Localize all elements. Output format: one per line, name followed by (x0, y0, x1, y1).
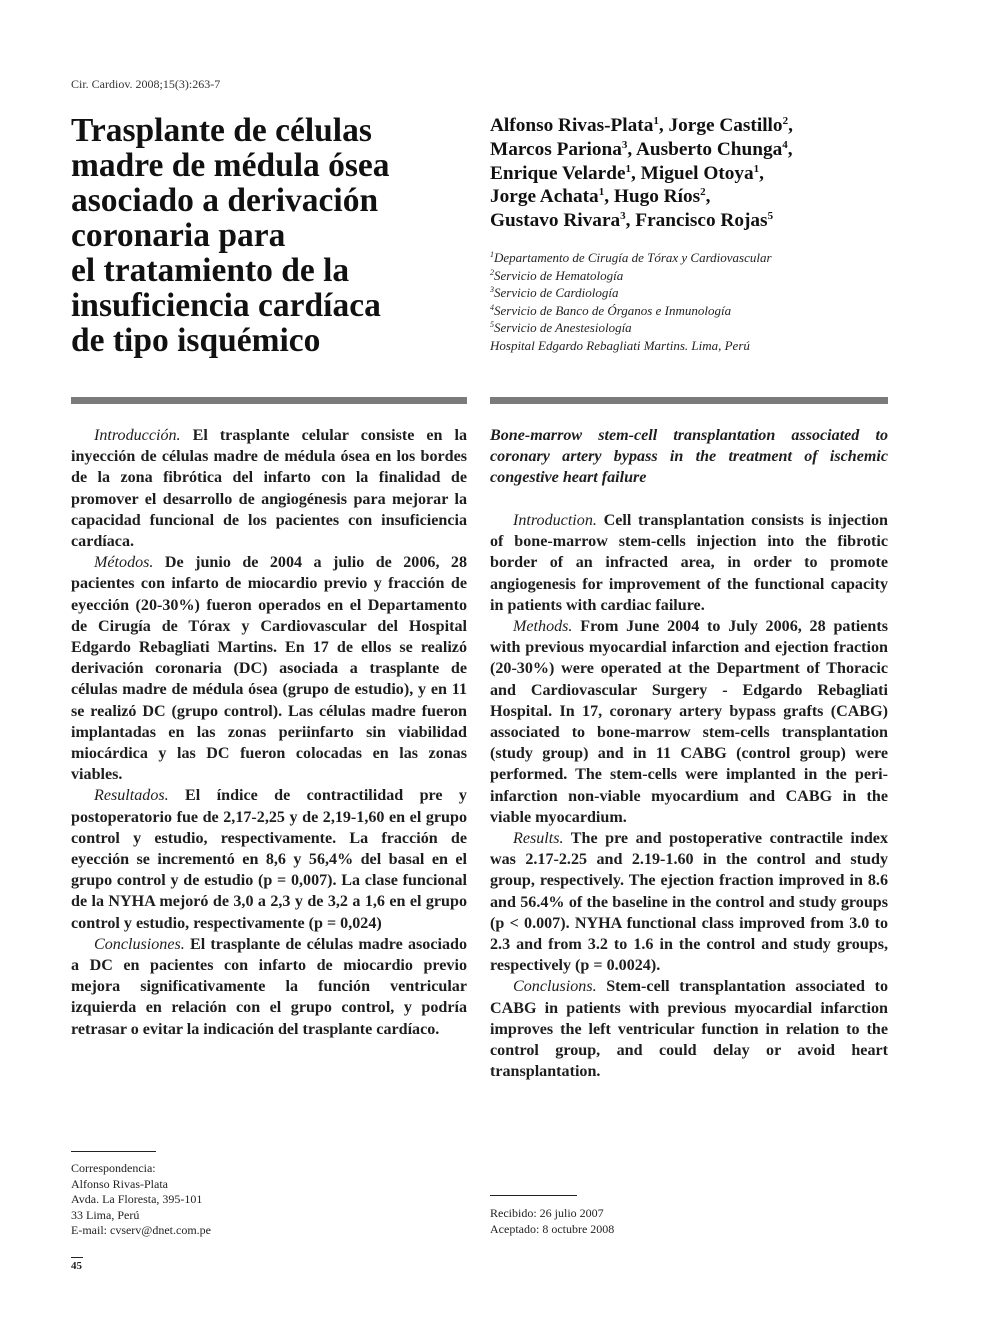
correspondence-line: Correspondencia: (71, 1161, 156, 1175)
abstract-section-label: Methods. (513, 618, 573, 636)
author-name: Jorge Castillo (668, 115, 783, 136)
abstract-section-text: Stem-cell transplantation associated to CABG in patients with previous myocardial infarction improves the left ventricular function in relation to the control group, and could delay or avoid heart transplantation. (490, 978, 888, 1081)
author-name: Enrique Velarde (490, 162, 626, 184)
author-name: Jorge Achata (490, 186, 599, 208)
title-line: insuficiencia cardíaca (71, 287, 381, 324)
author-name: Hugo Ríos (613, 186, 701, 208)
page-number: 45 (71, 1257, 83, 1272)
abstract-section-label: Conclusiones. (94, 935, 185, 953)
author-affiliation-mark: 1 (625, 162, 632, 175)
abstract-section-text: El trasplante celular consiste en la inyección de células madre de médula ósea en los bordes de la zona fibrótica del infarto con la finalidad de promover el desarrollo de angiogénesis para mejorar la capacidad funcional de los pacientes con insuficiencia cardíaca. (71, 427, 467, 551)
title-line: coronaria para (71, 217, 286, 254)
abstract-spanish (71, 425, 467, 1040)
author-name: Gustavo Rivara (490, 210, 621, 232)
abstract-english (490, 510, 888, 1082)
affiliation: $^3$Servicio de Cardiología (490, 285, 619, 301)
author-affiliation-mark: 4 (782, 138, 788, 151)
affiliation: $^1$Departamento de Cirugía de Tórax y Cardiovascular (490, 250, 772, 265)
abstract-section-label: Introduction. (513, 512, 597, 529)
accepted-date: Aceptado: 8 octubre 2008 (490, 1221, 615, 1236)
correspondence-line: 33 Lima, Perú (71, 1207, 140, 1222)
title-line: de tipo isquémico (71, 322, 321, 359)
abstract-section-text: The pre and postoperative contractile index was 2.17-2.25 and 2.19-1.60 in the control and study group, respectively. The ejection fraction improved in 8.6 and 56.4% of the baseline in the control and study groups (p < 0.007). NYHA functional class improved from 3.0 to 2.3 and from 3.2 to 1.6 in the control and study groups, respectively (p = 0.0024). (490, 830, 888, 975)
article-title (71, 113, 466, 358)
section-divider-right (490, 397, 888, 404)
title-line: asociado a derivación (71, 182, 379, 219)
abstract-section-label: Results. (513, 830, 564, 848)
abstract-section-label: Métodos. (94, 554, 154, 572)
footnote-divider (71, 1151, 156, 1152)
author-list: Alfonso Rivas-Plata$^1$, Jorge Castillo$^2$, Marcos Pariona$^3$, Ausberto Chunga$^4$, Enrique Velarde$^1$, Miguel Otoya$^1$, Jorge Achata$^1$, Hugo Ríos$^2$, Gustavo Rivara$^3$, Francisco Rojas$^5$ (490, 115, 793, 232)
abstract-paragraph (71, 934, 467, 1040)
journal-reference: Cir. Cardiov. 2008;15(3):263-7 (71, 77, 221, 91)
abstract-section-text: El trasplante de células madre asociado a DC en pacientes con infarto de miocardio previo mejora significativamente la función ventricular izquierda en relación con el grupo control, y podría retrasar o evitar la indicación del trasplante cardíaco. (71, 935, 467, 1038)
author-name: Ausberto Chunga (636, 138, 783, 160)
author-name: Marcos Pariona (490, 138, 622, 160)
author-affiliation-mark: 5 (767, 210, 774, 223)
abstract-paragraph (71, 785, 467, 933)
affiliation-list (490, 249, 890, 355)
abstract-section-text: Cell transplantation consists is injection of bone-marrow stem-cells injection into the fibrotic border of an infracted area, in order to promote angiogenesis for improvement of the functional capacity in patients with cardiac failure. (490, 512, 888, 614)
author-name: Miguel Otoya (640, 162, 754, 184)
author-affiliation-mark: 1 (653, 115, 659, 127)
author-affiliation-mark: 3 (620, 210, 626, 223)
abstract-section-text: De junio de 2004 a julio de 2006, 28 pacientes con infarto de miocardio previo y fracción de eyección (20-30%) fueron operados en el Departamento de Cirugía de Tórax y Cardiovascular del Hospital Edgardo Rebagliati Martins. En 17 de ellos se realizó derivación coronaria (DC) asociada a trasplante de células madre de médula ósea (grupo de estudio), y en 11 se realizó DC (grupo control). Las células madre fueron implantadas en las zonas periinfarto sin viabilidad miocárdica y las DC fueron colocadas en las zonas viables. (71, 554, 467, 784)
abstract-section-text: From June 2004 to July 2006, 28 patients with previous myocardial infarction and ejection fraction (20-30%) were operated at the Department of Thoracic and Cardiovascular Surgery - Edgardo Rebagliati Hospital. In 17, coronary artery bypass grafts (CABG) associated to bone-marrow stem-cells transplantation (study group) and in 11 CABG (control group) were performed. The stem-cells were implanted in the peri-infarction non-viable myocardium and CABG in the viable myocardium. (490, 618, 888, 826)
dates-divider (490, 1195, 577, 1196)
english-title: Bone-marrow stem-cell transplantation associated to coronary artery bypass in the treatment of ischemic congestive heart failure (490, 427, 888, 487)
abstract-paragraph (490, 616, 888, 828)
author-affiliation-mark: 2 (782, 115, 789, 127)
correspondence-line: Avda. La Floresta, 395-101 (71, 1192, 203, 1207)
title-line: madre de médula ósea (71, 147, 390, 184)
title-line: el tratamiento de la (71, 252, 350, 289)
correspondence-line: Alfonso Rivas-Plata (71, 1176, 168, 1191)
author-name: Francisco Rojas (635, 210, 768, 232)
affiliation: $^4$Servicio de Banco de Órganos e Inmunología (490, 302, 732, 318)
author-affiliation-mark: 1 (753, 162, 760, 175)
author-affiliation-mark: 3 (621, 138, 628, 151)
received-date: Recibido: 26 julio 2007 (490, 1206, 604, 1220)
abstract-paragraph (71, 552, 467, 785)
abstract-paragraph (490, 828, 888, 976)
section-divider-left (71, 397, 467, 404)
hospital-name: Hospital Edgardo Rebagliati Martins. Lima, Perú (490, 337, 750, 353)
author-affiliation-mark: 1 (598, 186, 605, 199)
abstract-paragraph (71, 425, 467, 552)
affiliation: $^5$Servicio de Anestesiología (490, 320, 632, 336)
author-affiliation-mark: 2 (700, 186, 706, 199)
author-name: Alfonso Rivas-Plata (490, 115, 654, 136)
abstract-section-label: Resultados. (94, 787, 169, 805)
correspondence-block (71, 1161, 211, 1239)
correspondence-email: E-mail: cvserv@dnet.com.pe (71, 1223, 212, 1238)
title-line: Trasplante de células (71, 112, 372, 149)
abstract-section-text: El índice de contractilidad pre y postoperatorio fue de 2,17-2,25 y de 2,19-1,60 en el grupo control y estudio, respectivamente. La fracción de eyección se incrementó en 8,6 y 56,4% del basal en el grupo control y de estudio (p = 0,007). La clase funcional de la NYHA mejoró de 3,0 a 2,3 y de 3,2 a 1,6 en el grupo control y estudio, respectivamente (p = 0,024) (71, 787, 467, 932)
abstract-paragraph (490, 510, 888, 616)
submission-dates (490, 1206, 614, 1237)
affiliation: $^2$Servicio de Hematología (490, 267, 624, 283)
abstract-section-label: Conclusions. (513, 978, 597, 996)
abstract-paragraph (490, 976, 888, 1082)
abstract-section-label: Introducción. (94, 427, 181, 444)
